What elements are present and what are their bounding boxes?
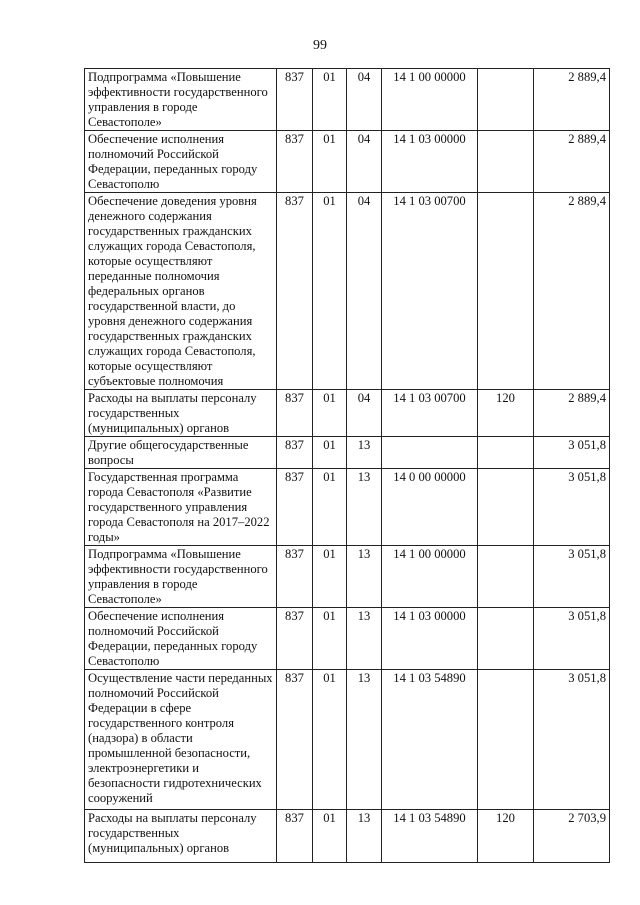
table-row xyxy=(85,437,610,469)
row-code: 837 xyxy=(277,546,313,608)
row-target: 14 1 03 54890 xyxy=(382,810,478,863)
row-amount: 3 051,8 xyxy=(534,469,610,546)
row-code: 837 xyxy=(277,608,313,670)
row-code: 837 xyxy=(277,437,313,469)
row-subsection: 04 xyxy=(347,131,382,193)
table-row xyxy=(85,670,610,810)
row-expense-type xyxy=(478,69,534,131)
row-target: 14 1 03 54890 xyxy=(382,670,478,810)
row-section: 01 xyxy=(313,670,347,810)
table-row xyxy=(85,69,610,131)
table-row xyxy=(85,810,610,863)
row-amount: 2 889,4 xyxy=(534,193,610,390)
row-section: 01 xyxy=(313,546,347,608)
row-name: Расходы на выплаты персоналу государственных (муниципальных) органов xyxy=(85,810,277,863)
table-row xyxy=(85,469,610,546)
row-name: Осуществление части переданных полномочий Российской Федерации в сфере государственного контроля (надзора) в области промышленной безопасности, электроэнергетики и безопасности гидротехнических сооружений xyxy=(85,670,277,810)
row-subsection: 13 xyxy=(347,810,382,863)
row-code: 837 xyxy=(277,469,313,546)
row-code: 837 xyxy=(277,131,313,193)
row-name: Обеспечение исполнения полномочий Российской Федерации, переданных городу Севастополю xyxy=(85,131,277,193)
row-code: 837 xyxy=(277,390,313,437)
row-target: 14 1 03 00700 xyxy=(382,193,478,390)
row-section: 01 xyxy=(313,193,347,390)
row-expense-type xyxy=(478,131,534,193)
row-code: 837 xyxy=(277,193,313,390)
table-row xyxy=(85,193,610,390)
table-row xyxy=(85,546,610,608)
row-subsection: 13 xyxy=(347,437,382,469)
row-subsection: 13 xyxy=(347,546,382,608)
row-amount: 3 051,8 xyxy=(534,546,610,608)
row-amount: 2 889,4 xyxy=(534,131,610,193)
budget-table xyxy=(84,68,610,863)
row-subsection: 04 xyxy=(347,193,382,390)
row-target: 14 1 03 00700 xyxy=(382,390,478,437)
row-expense-type xyxy=(478,437,534,469)
row-subsection: 13 xyxy=(347,608,382,670)
row-amount: 3 051,8 xyxy=(534,608,610,670)
row-target: 14 1 00 00000 xyxy=(382,546,478,608)
row-code: 837 xyxy=(277,810,313,863)
row-name: Подпрограмма «Повышение эффективности государственного управления в городе Севастополе» xyxy=(85,69,277,131)
row-name: Расходы на выплаты персоналу государственных (муниципальных) органов xyxy=(85,390,277,437)
row-subsection: 13 xyxy=(347,670,382,810)
page-number: 99 xyxy=(313,38,327,53)
row-expense-type xyxy=(478,670,534,810)
row-section: 01 xyxy=(313,390,347,437)
row-target: 14 1 03 00000 xyxy=(382,131,478,193)
row-name: Обеспечение исполнения полномочий Российской Федерации, переданных городу Севастополю xyxy=(85,608,277,670)
row-amount: 3 051,8 xyxy=(534,437,610,469)
row-target xyxy=(382,437,478,469)
table-row xyxy=(85,608,610,670)
row-section: 01 xyxy=(313,810,347,863)
row-name: Государственная программа города Севастополя «Развитие государственного управления города Севастополя на 2017–2022 годы» xyxy=(85,469,277,546)
row-target: 14 1 00 00000 xyxy=(382,69,478,131)
row-code: 837 xyxy=(277,69,313,131)
table-row xyxy=(85,390,610,437)
row-section: 01 xyxy=(313,437,347,469)
row-subsection: 04 xyxy=(347,69,382,131)
row-expense-type: 120 xyxy=(478,390,534,437)
row-code: 837 xyxy=(277,670,313,810)
row-subsection: 13 xyxy=(347,469,382,546)
row-expense-type xyxy=(478,193,534,390)
row-section: 01 xyxy=(313,608,347,670)
row-target: 14 0 00 00000 xyxy=(382,469,478,546)
row-section: 01 xyxy=(313,131,347,193)
row-name: Другие общегосударственные вопросы xyxy=(85,437,277,469)
row-section: 01 xyxy=(313,69,347,131)
row-amount: 2 703,9 xyxy=(534,810,610,863)
row-expense-type: 120 xyxy=(478,810,534,863)
row-name: Обеспечение доведения уровня денежного содержания государственных гражданских служащих города Севастополя, которые осуществляют переданные полномочия федеральных органов государственной власти, до уровня денежного содержания государственных гражданских служащих города Севастополя, которые осуществляют субъектовые полномочия xyxy=(85,193,277,390)
row-amount: 2 889,4 xyxy=(534,69,610,131)
row-section: 01 xyxy=(313,469,347,546)
row-amount: 3 051,8 xyxy=(534,670,610,810)
row-name: Подпрограмма «Повышение эффективности государственного управления в городе Севастополе» xyxy=(85,546,277,608)
row-target: 14 1 03 00000 xyxy=(382,608,478,670)
row-amount: 2 889,4 xyxy=(534,390,610,437)
row-subsection: 04 xyxy=(347,390,382,437)
table-row xyxy=(85,131,610,193)
row-expense-type xyxy=(478,469,534,546)
row-expense-type xyxy=(478,546,534,608)
row-expense-type xyxy=(478,608,534,670)
